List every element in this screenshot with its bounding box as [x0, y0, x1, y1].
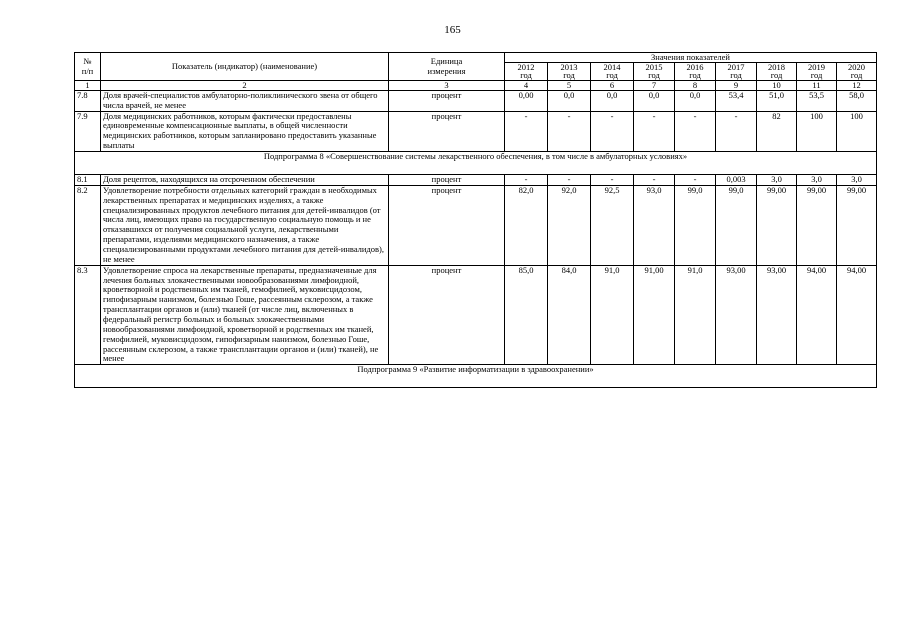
value-cell: 93,00 [757, 265, 797, 365]
indicator-name: Доля медицинских работников, которым фактически предоставлены единовременные компенсационные выплаты, в общей численности медицинских работников, которым запланировано предоставить указанные выплаты [101, 111, 389, 151]
column-number: 7 [634, 81, 675, 91]
header-year: 2013 год [548, 62, 591, 81]
subprogram-row [75, 152, 877, 175]
unit-cell: процент [389, 90, 505, 111]
row-number: 7.9 [75, 111, 101, 151]
value-cell: 99,0 [716, 185, 757, 265]
column-number: 12 [837, 81, 877, 91]
value-cell: 94,00 [797, 265, 837, 365]
column-number: 11 [797, 81, 837, 91]
header-values-group: Значения показателей [505, 53, 877, 63]
value-cell: 0,0 [634, 90, 675, 111]
header-year: 2018 год [757, 62, 797, 81]
value-cell: 99,0 [675, 185, 716, 265]
column-number: 8 [675, 81, 716, 91]
table-row [75, 111, 877, 151]
column-number: 6 [591, 81, 634, 91]
value-cell: 3,0 [757, 175, 797, 186]
value-cell: 3,0 [837, 175, 877, 186]
table-row [75, 175, 877, 186]
value-cell: 0,003 [716, 175, 757, 186]
subprogram-row [75, 365, 877, 388]
value-cell: 0,0 [591, 90, 634, 111]
value-cell: 85,0 [505, 265, 548, 365]
value-cell: 53,5 [797, 90, 837, 111]
unit-cell: процент [389, 265, 505, 365]
value-cell: 53,4 [716, 90, 757, 111]
subprogram-title: Подпрограмма 8 «Совершенствование системы лекарственного обеспечения, в том числе в амбулаторных условиях» [75, 152, 877, 175]
value-cell: 91,0 [591, 265, 634, 365]
header-year: 2016 год [675, 62, 716, 81]
value-cell: 58,0 [837, 90, 877, 111]
value-cell: 82,0 [505, 185, 548, 265]
indicators-table [74, 52, 877, 388]
column-number: 1 [75, 81, 101, 91]
table-body [75, 90, 877, 387]
value-cell: - [675, 111, 716, 151]
value-cell: 82 [757, 111, 797, 151]
row-number: 8.2 [75, 185, 101, 265]
header-indicator: Показатель (индикатор) (наименование) [101, 53, 389, 81]
indicator-name: Удовлетворение спроса на лекарственные препараты, предназначенные для лечения больных злокачественными новообразованиями лимфоидной, кроветворной и родственных им тканей, гемофилией, муковисцидозом, гипофизарным нанизмом, болезнью Гоше, рассеянным склерозом, а также трансплантации органов и (или) тканей (от числе лиц, включенных в федеральный регистр больных и больных злокачественными новообразованиями лимфоидной, кроветворной и родственных им тканей, гемофилией, муковисцидозом, гипофизарным нанизмом, болезнью Гоше, рассеянным склерозом, а также трансплантации органов и (или) тканей), не менее [101, 265, 389, 365]
value-cell: 0,00 [505, 90, 548, 111]
value-cell: - [675, 175, 716, 186]
header-year: 2017 год [716, 62, 757, 81]
value-cell: 91,0 [675, 265, 716, 365]
value-cell: 92,5 [591, 185, 634, 265]
row-number: 8.1 [75, 175, 101, 186]
indicator-name: Доля рецептов, находящихся на отсроченном обеспечении [101, 175, 389, 186]
indicator-name: Удовлетворение потребности отдельных категорий граждан в необходимых лекарственных препаратах и медицинских изделиях, а также специализированных продуктов лечебного питания для детей-инвалидов (от числа лиц, имеющих право на государственную социальную помощь и не отказавшихся от получения социальной услуги, лекарственными препаратами, изделиями медицинского назначения, а также специализированными продуктами лечебного питания для детей-инвалидов), не менее [101, 185, 389, 265]
value-cell: 3,0 [797, 175, 837, 186]
column-number: 3 [389, 81, 505, 91]
header-no: № п/п [75, 53, 101, 81]
value-cell: 92,0 [548, 185, 591, 265]
unit-cell: процент [389, 111, 505, 151]
header-year: 2012 год [505, 62, 548, 81]
value-cell: - [591, 111, 634, 151]
column-number: 10 [757, 81, 797, 91]
value-cell: - [634, 111, 675, 151]
page-number: 165 [444, 24, 461, 36]
value-cell: 84,0 [548, 265, 591, 365]
value-cell: 94,00 [837, 265, 877, 365]
value-cell: 93,00 [716, 265, 757, 365]
value-cell: - [505, 175, 548, 186]
value-cell: 99,00 [797, 185, 837, 265]
value-cell: 99,00 [757, 185, 797, 265]
column-number: 9 [716, 81, 757, 91]
subprogram-title: Подпрограмма 9 «Развитие информатизации в здравоохранении» [75, 365, 877, 388]
table-row [75, 265, 877, 365]
indicator-name: Доля врачей-специалистов амбулаторно-поликлинического звена от общего числа врачей, не менее [101, 90, 389, 111]
header-year: 2015 год [634, 62, 675, 81]
value-cell: 93,0 [634, 185, 675, 265]
header-year: 2019 год [797, 62, 837, 81]
row-number: 8.3 [75, 265, 101, 365]
value-cell: - [548, 175, 591, 186]
value-cell: - [505, 111, 548, 151]
table-header [75, 53, 877, 91]
unit-cell: процент [389, 185, 505, 265]
column-number: 2 [101, 81, 389, 91]
value-cell: 100 [797, 111, 837, 151]
value-cell: - [591, 175, 634, 186]
value-cell: - [548, 111, 591, 151]
header-unit: Единица измерения [389, 53, 505, 81]
value-cell: - [634, 175, 675, 186]
value-cell: 100 [837, 111, 877, 151]
value-cell: 0,0 [675, 90, 716, 111]
column-numbers-row [75, 81, 877, 91]
column-number: 5 [548, 81, 591, 91]
table-row [75, 90, 877, 111]
unit-cell: процент [389, 175, 505, 186]
header-year: 2020 год [837, 62, 877, 81]
column-number: 4 [505, 81, 548, 91]
value-cell: 99,00 [837, 185, 877, 265]
value-cell: - [716, 111, 757, 151]
row-number: 7.8 [75, 90, 101, 111]
value-cell: 91,00 [634, 265, 675, 365]
table-row [75, 185, 877, 265]
value-cell: 0,0 [548, 90, 591, 111]
header-year: 2014 год [591, 62, 634, 81]
value-cell: 51,0 [757, 90, 797, 111]
